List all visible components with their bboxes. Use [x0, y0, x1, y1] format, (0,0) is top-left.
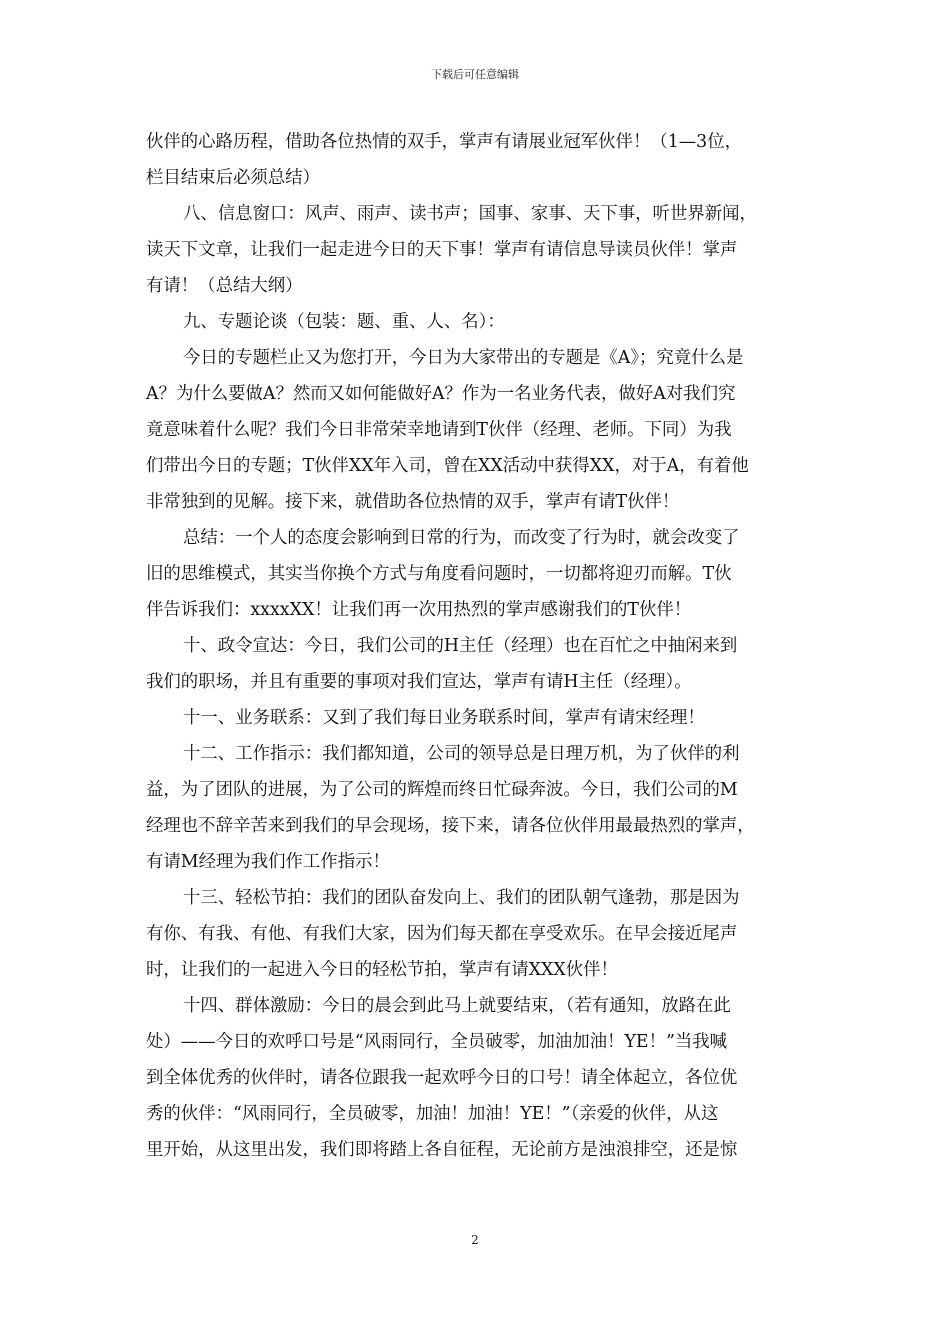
- paragraph-start-line: 十三、轻松节拍：我们的团队奋发向上、我们的团队朝气逢勃，那是因为: [183, 888, 740, 908]
- paragraph-start-line: 总结：一个人的态度会影响到日常的行为，而改变了行为时，就会改变了: [183, 528, 740, 548]
- page-number: 2: [471, 1233, 479, 1247]
- text-line: 秀的伙伴：“风雨同行，全员破零，加油！加油！YE！”（亲爱的伙伴，从这: [146, 1104, 719, 1124]
- text-line: 益，为了团队的进展，为了公司的辉煌而终日忙碌奔波。今日，我们公司的M: [146, 780, 738, 800]
- paragraph-start-line: 十一、业务联系：又到了我们每日业务联系时间，掌声有请宋经理！: [183, 708, 705, 728]
- text-line: 非常独到的见解。接下来，就借助各位热情的双手，掌声有请T伙伴！: [146, 492, 680, 512]
- text-line: 竟意味着什么呢？我们今日非常荣幸地请到T伙伴（经理、老师。下同）为我: [146, 420, 732, 440]
- text-line: 有你、有我、有他、有我们大家，因为们每天都在享受欢乐。在早会接近尾声: [146, 924, 738, 944]
- paragraph-start-line: 十、政令宣达：今日，我们公司的H主任（经理）也在百忙之中抽闲来到: [183, 636, 738, 656]
- document-body: [146, 124, 818, 1168]
- paragraph-start-line: 今日的专题栏止又为您打开，今日为大家带出的专题是《A》；究竟什么是: [183, 348, 744, 368]
- text-line: 栏目结束后必须总结）: [146, 168, 320, 188]
- text-line: 伴告诉我们：xxxxXX！让我们再一次用热烈的掌声感谢我们的T伙伴！: [146, 600, 692, 620]
- text-line: 经理也不辞辛苦来到我们的早会现场，接下来，请各位伙伴用最最热烈的掌声，: [146, 816, 755, 836]
- paragraph-start-line: 十二、工作指示：我们都知道，公司的领导总是日理万机，为了伙伴的利: [183, 744, 740, 764]
- text-line: 有请M经理为我们作工作指示！: [146, 852, 390, 872]
- paragraph-start-line: 九、专题论谈（包装：题、重、人、名）：: [183, 312, 505, 332]
- text-line: 有请！（总结大纲）: [146, 276, 303, 296]
- text-line: 里开始，从这里出发，我们即将踏上各自征程，无论前方是浊浪排空，还是惊: [146, 1140, 738, 1160]
- text-line: A？为什么要做A？然而又如何能做好A？作为一名业务代表，做好A对我们究: [146, 384, 736, 404]
- text-line: 到全体优秀的伙伴时，请各位跟我一起欢呼今日的口号！请全体起立，各位优: [146, 1068, 738, 1088]
- text-line: 旧的思维模式，其实当你换个方式与角度看问题时，一切都将迎刃而解。T伙: [146, 564, 732, 584]
- page-header: 下载后可任意编辑: [431, 68, 519, 81]
- text-line: 们带出今日的专题；T伙伴XX年入司，曾在XX活动中获得XX，对于A，有着他: [146, 456, 749, 476]
- text-line: 伙伴的心路历程，借助各位热情的双手，掌声有请展业冠军伙伴！（1—3位，: [146, 132, 743, 152]
- text-line: 时，让我们的一起进入今日的轻松节拍，掌声有请XXX伙伴！: [146, 960, 618, 980]
- paragraph-start-line: 八、信息窗口：风声、雨声、读书声；国事、家事、天下事，听世界新闻，: [183, 204, 757, 224]
- text-line: 读天下文章，让我们一起走进今日的天下事！掌声有请信息导读员伙伴！掌声: [146, 240, 738, 260]
- text-line: 处）——今日的欢呼口号是“风雨同行，全员破零，加油加油！YE！”当我喊: [146, 1032, 728, 1052]
- text-line: 我们的职场，并且有重要的事项对我们宣达，掌声有请H主任（经理）。: [146, 672, 692, 692]
- paragraph-start-line: 十四、群体激励：今日的晨会到此马上就要结束，（若有通知，放路在此: [183, 996, 731, 1016]
